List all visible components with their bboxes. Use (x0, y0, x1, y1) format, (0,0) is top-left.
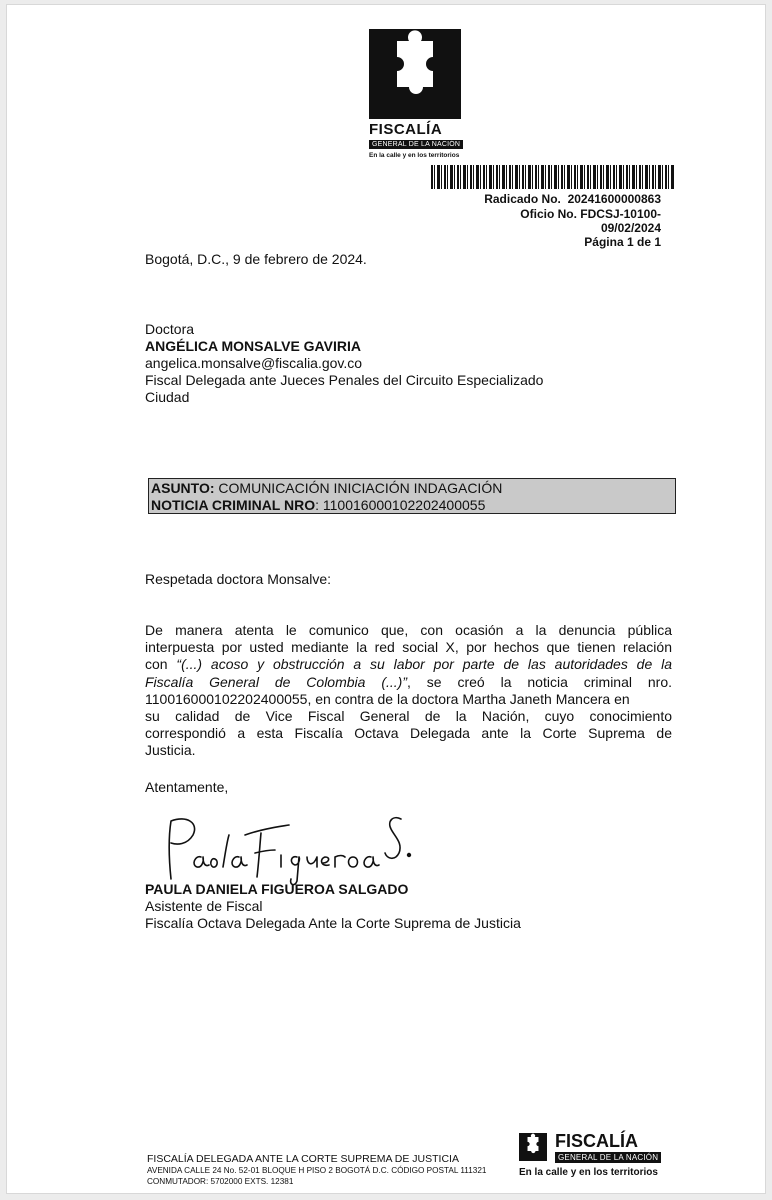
date-line: Bogotá, D.C., 9 de febrero de 2024. (145, 251, 367, 267)
subject-box (148, 478, 676, 514)
recipient-city: Ciudad (145, 389, 190, 405)
logo-wordmark: FISCALÍA (369, 121, 443, 138)
puzzle-piece-icon (369, 29, 461, 119)
footer-logo-wordmark: FISCALÍA (555, 1131, 638, 1151)
barcode (431, 165, 675, 189)
noticia-criminal-line: NOTICIA CRIMINAL NRO: 110016000102202400055 (151, 497, 486, 513)
recipient-position: Fiscal Delegada ante Jueces Penales del Circuito Especializado (145, 372, 544, 388)
footer-logo-tagline: En la calle y en los territorios (519, 1167, 658, 1178)
oficio-date: 09/02/2024 (600, 221, 661, 235)
footer-logo-subtitle: GENERAL DE LA NACIÓN (555, 1152, 661, 1163)
fiscalia-logo-emblem (369, 29, 461, 119)
recipient-name: ANGÉLICA MONSALVE GAVIRIA (145, 338, 361, 354)
body-line: Justicia. (145, 742, 196, 759)
signatory-name: PAULA DANIELA FIGUEROA SALGADO (145, 881, 409, 897)
page-number: Página 1 de 1 (584, 235, 661, 249)
footer-logo-emblem (519, 1133, 547, 1161)
signatory-role: Asistente de Fiscal (145, 898, 263, 914)
asunto-line: ASUNTO: COMUNICACIÓN INICIACIÓN INDAGACIÓN (151, 480, 503, 496)
document-page (6, 4, 766, 1194)
puzzle-piece-icon (519, 1133, 547, 1161)
salutation: Respetada doctora Monsalve: (145, 571, 331, 587)
body-line: Fiscalía General de Colombia (...)”, se creó la noticia criminal nro. (145, 673, 673, 690)
logo-tagline: En la calle y en los territorios (369, 152, 460, 159)
body-line: 110016000102202400055, en contra de la doctora Martha Janeth Mancera en (145, 690, 630, 707)
radicado-number: Radicado No. 20241600000863 (484, 192, 661, 206)
footer-office: FISCALÍA DELEGADA ANTE LA CORTE SUPREMA DE JUSTICIA (147, 1153, 459, 1165)
body-line: correspondió a esta Fiscalía Octava Delegada ante la Corte Suprema de (145, 725, 672, 742)
oficio-number: Oficio No. FDCSJ-10100- (520, 207, 661, 221)
body-line: De manera atenta le comunico que, con ocasión a la denuncia pública (145, 622, 672, 638)
footer-address: AVENIDA CALLE 24 No. 52-01 BLOQUE H PISO 2 BOGOTÁ D.C. CÓDIGO POSTAL 111321 (147, 1166, 487, 1175)
body-paragraph (145, 622, 672, 760)
logo-subtitle: GENERAL DE LA NACIÓN (369, 140, 463, 149)
body-line: interpuesta por usted mediante la red social X, por hechos que tienen relación (145, 639, 672, 656)
closing: Atentamente, (145, 779, 229, 795)
footer-phone: CONMUTADOR: 5702000 EXTS. 12381 (147, 1177, 294, 1186)
body-line: su calidad de Vice Fiscal General de la Nación, cuyo conocimiento (145, 708, 672, 725)
recipient-email: angelica.monsalve@fiscalia.gov.co (145, 355, 363, 371)
handwritten-signature (157, 805, 417, 890)
body-line: con “(...) acoso y obstrucción a su labor por parte de las autoridades de la (145, 656, 672, 673)
signatory-office: Fiscalía Octava Delegada Ante la Corte Suprema de Justicia (145, 915, 521, 931)
recipient-title: Doctora (145, 321, 195, 337)
